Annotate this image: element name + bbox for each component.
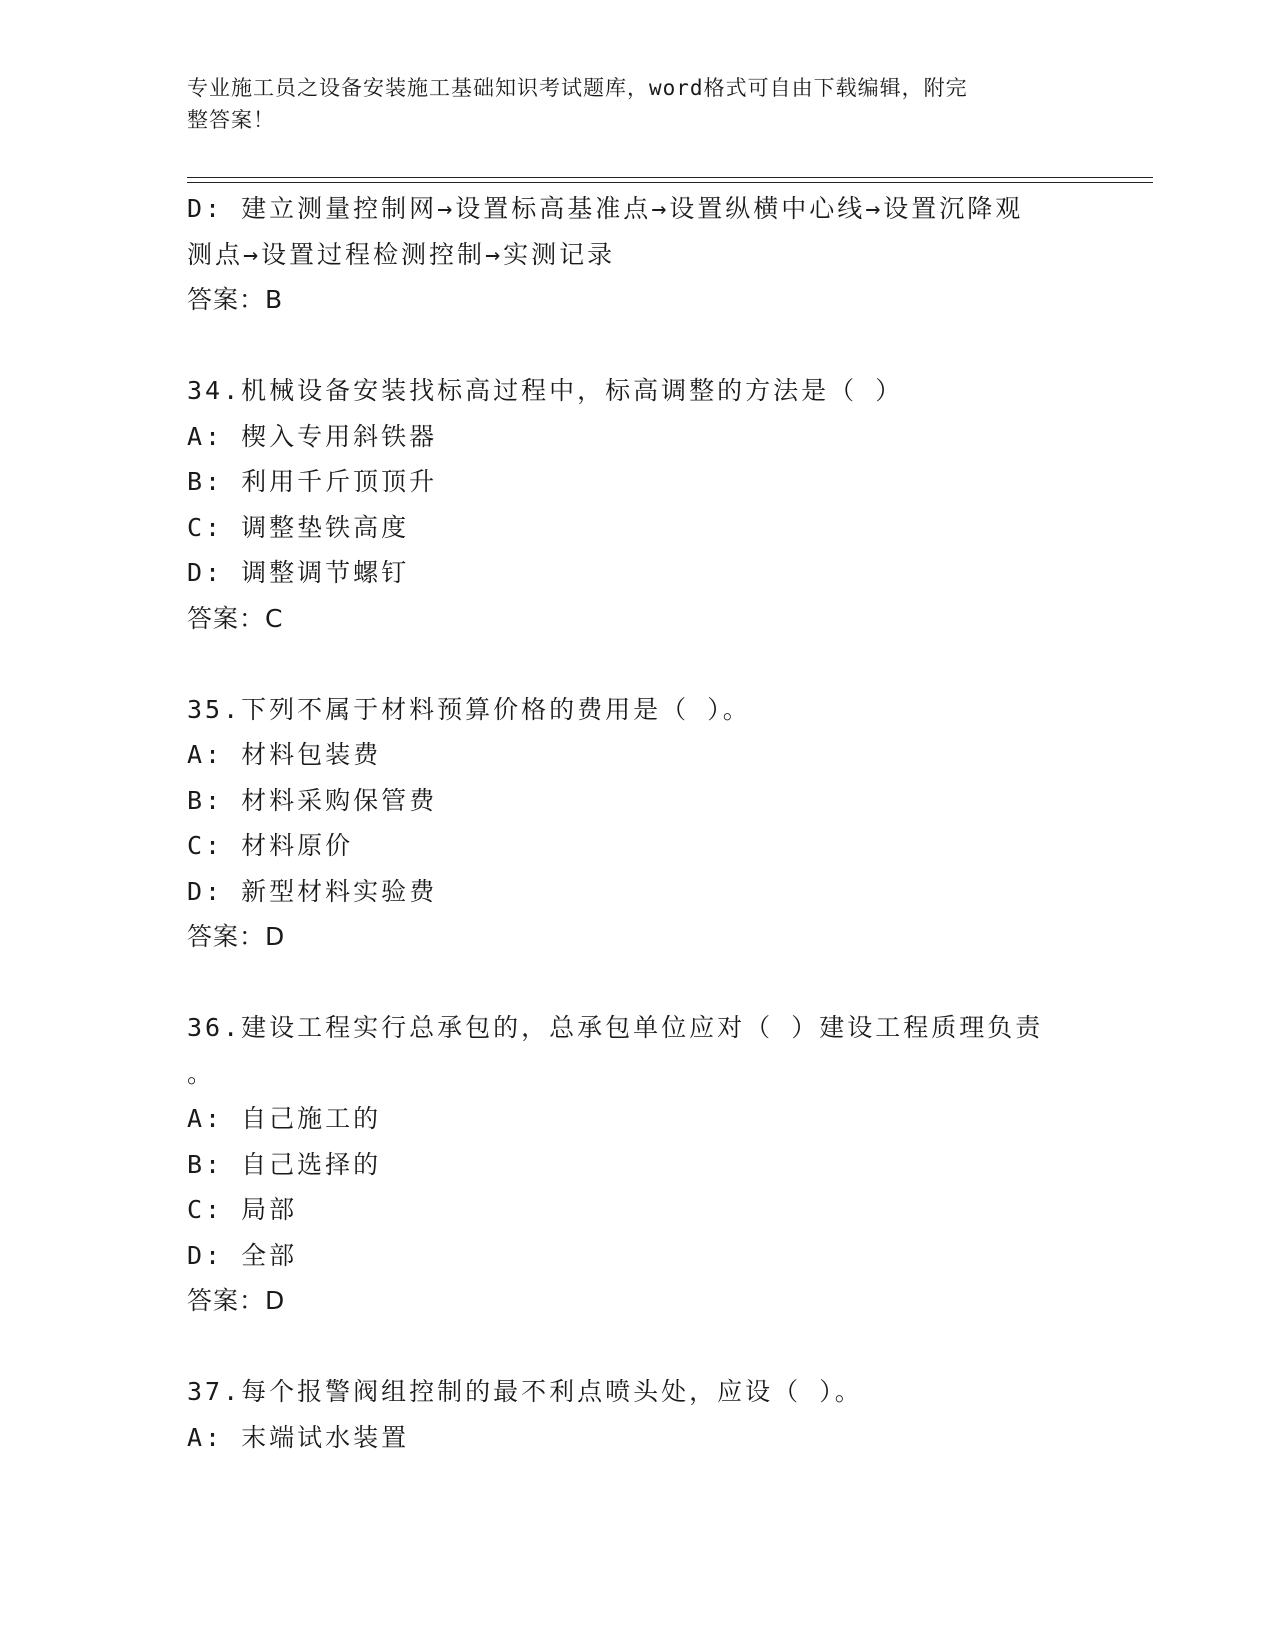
question-34-option-c: C: 调整垫铁高度 [187,512,410,542]
question-35-option-d: D: 新型材料实验费 [187,876,438,906]
question-36-option-b: B: 自己选择的 [187,1149,382,1179]
answer-33: 答案：B [187,285,284,314]
answer-36: 答案：D [187,1286,286,1315]
question-34-stem: 34.机械设备安装找标高过程中，标高调整的方法是（ ） [187,376,904,405]
spacer [187,960,1087,1006]
question-36-option-a: A: 自己施工的 [187,1104,382,1133]
option-d-line-1: D: 建立测量控制网→设置标高基准点→设置纵横中心线→设置沉降观 [187,194,1024,223]
answer-35: 答案：D [187,922,286,951]
spacer [187,1324,1087,1370]
question-36-option-d: D: 全部 [187,1240,298,1270]
option-d-line-2: 测点→设置过程检测控制→实测记录 [187,239,616,269]
question-37-stem: 37.每个报警阀组控制的最不利点喷头处，应设（ ）。 [187,1377,863,1406]
question-34-option-b: B: 利用千斤顶顶升 [187,467,438,496]
document-body [187,186,1087,1460]
question-34-option-a: A: 楔入专用斜铁器 [187,421,438,451]
answer-34: 答案：C [187,603,284,633]
spacer [187,641,1087,687]
question-35-option-a: A: 材料包装费 [187,740,382,769]
question-35-stem: 35.下列不属于材料预算价格的费用是（ ）。 [187,694,751,724]
document-header [187,72,1067,136]
header-rule-top [187,177,1153,178]
question-37-option-a: A: 末端试水装置 [187,1422,410,1452]
question-35-option-c: C: 材料原价 [187,831,354,860]
question-35-option-b: B: 材料采购保管费 [187,785,438,815]
spacer [187,323,1087,369]
question-36-stem: 36.建设工程实行总承包的，总承包单位应对（ ）建设工程质理负责 [187,1013,1044,1042]
header-line-2: 整答案！ [187,108,275,132]
header-rule-bottom [187,182,1153,183]
question-36-option-c: C: 局部 [187,1195,298,1224]
question-36-stem-continued: 。 [187,1058,216,1088]
question-34-option-d: D: 调整调节螺钉 [187,558,410,587]
header-line-1: 专业施工员之设备安装施工基础知识考试题库，word格式可自由下载编辑，附完 [187,76,968,100]
